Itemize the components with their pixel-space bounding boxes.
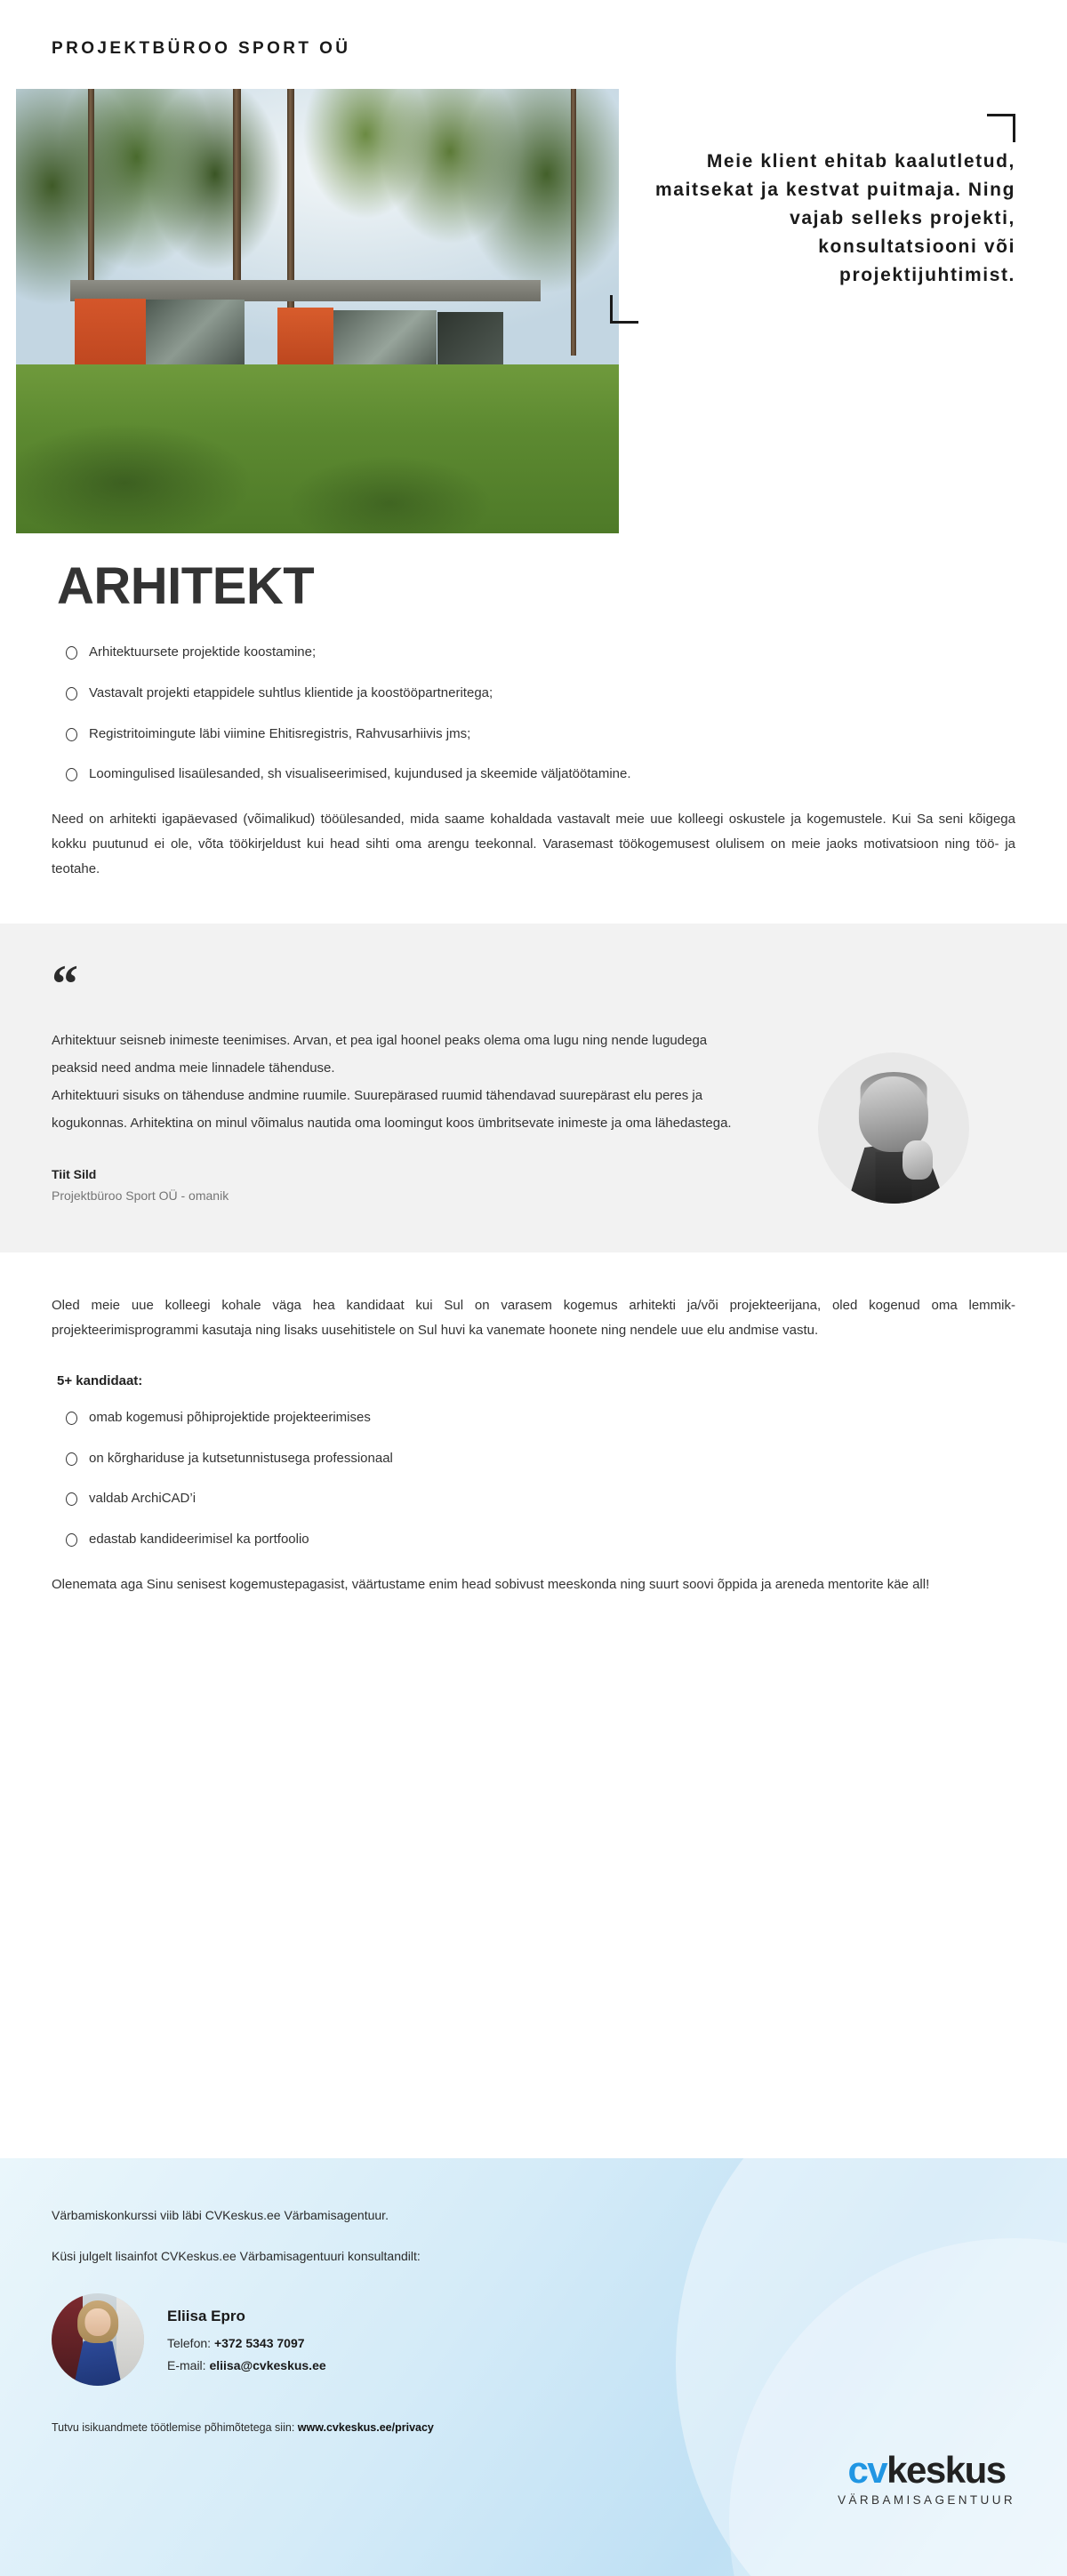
consultant-avatar	[52, 2293, 144, 2386]
email-label: E-mail:	[167, 2357, 206, 2372]
consultant-name: Eliisa Epro	[167, 2307, 245, 2324]
testimonial-body	[52, 1028, 754, 1137]
phone-label: Telefon:	[167, 2336, 212, 2351]
quote-mark-icon: “	[52, 955, 76, 1014]
hero-section	[0, 78, 1067, 540]
requirements-list	[52, 1408, 1015, 1549]
testimonial-paragraph: Arhitektuur seisneb inimeste teenimises. Arvan, et pea igal hoonel peaks olema oma lugu ning nende lugudega peaksid need andma meie linnadele tähenduse.	[52, 1033, 708, 1076]
logo-keskus-part: keskus	[886, 2449, 1006, 2491]
requirements-heading: 5+ kandidaat:	[57, 1372, 143, 1388]
logo-cv-part: cv	[847, 2449, 887, 2491]
cvkeskus-logo-wordmark	[838, 2449, 1015, 2491]
privacy-link[interactable]: www.cvkeskus.ee/privacy	[297, 2421, 434, 2434]
list-item: Vastavalt projekti etappidele suhtlus klientide ja koostööpartneritega;	[52, 684, 1015, 703]
testimonial-section	[0, 924, 1067, 1252]
page-title: ARHITEKT	[57, 557, 315, 615]
privacy-notice	[52, 2421, 1015, 2434]
list-item: on kõrghariduse ja kutsetunnistusega professionaal	[52, 1449, 1015, 1468]
list-item: valdab ArchiCAD’i	[52, 1489, 1015, 1508]
list-item: Registritoimingute läbi viimine Ehitisregistris, Rahvusarhiivis jms;	[52, 724, 1015, 744]
phone-value[interactable]: +372 5343 7097	[213, 2336, 305, 2351]
hero-quote-block	[644, 148, 1015, 290]
hero-photo	[16, 89, 619, 533]
list-item: Loomingulised lisaülesanded, sh visualiseerimised, kujundused ja skeemide väljatöötamine.	[52, 764, 1015, 784]
bracket-top-right-decoration	[987, 114, 1015, 142]
consultant-details	[167, 2303, 326, 2377]
duties-list	[52, 643, 1015, 784]
cvkeskus-logo[interactable]	[838, 2449, 1015, 2507]
consultant-phone-row	[167, 2332, 326, 2355]
testimonial-author: Tiit Sild	[52, 1167, 97, 1182]
lawn-shadows	[16, 364, 619, 533]
testimonial-role: Projektbüroo Sport OÜ - omanik	[52, 1188, 229, 1204]
footer-section	[0, 2158, 1067, 2576]
footer-contact-prompt: Küsi julgelt lisainfot CVKeskus.ee Värbamisagentuuri konsultandilt:	[52, 2249, 421, 2263]
list-item: omab kogemusi põhiprojektide projekteerimises	[52, 1408, 1015, 1428]
avatar-background-right	[116, 2293, 144, 2386]
company-name: PROJEKTBÜROO SPORT OÜ	[52, 39, 351, 58]
consultant-block	[52, 2293, 1015, 2386]
consultant-email-row	[167, 2355, 326, 2377]
closing-paragraph: Olenemata aga Sinu senisest kogemustepagasist, väärtustame enim head sobivust meeskonda ning suurt soovi õppida ja areneda mentorite käe all!	[52, 1576, 930, 1592]
cvkeskus-logo-tagline: VÄRBAMISAGENTUUR	[838, 2493, 1015, 2507]
privacy-text: Tutvu isikuandmete töötlemise põhimõtetega siin:	[52, 2421, 295, 2434]
portrait-hand	[903, 1140, 933, 1180]
bracket-bottom-left-decoration	[610, 295, 638, 324]
list-item: edastab kandideerimisel ka portfoolio	[52, 1530, 1015, 1549]
email-value[interactable]: eliisa@cvkeskus.ee	[209, 2357, 326, 2372]
avatar	[818, 1052, 969, 1204]
list-item: Arhitektuursete projektide koostamine;	[52, 643, 1015, 662]
tree-trunk	[571, 89, 576, 356]
intro-paragraph: Need on arhitekti igapäevased (võimalikud) tööülesanded, mida saame kohaldada vastavalt meie uue kolleegi oskustele ja kogemustele. Kui Sa seni kõigega kokku puutunud ei ole, võta töökirjeldust kui head sihti oma arengu teekonnal. Varasemast töökogemusest olulisem on meie jaoks motivatsioon ning töö- ja teotahe.	[52, 812, 1015, 876]
avatar-face	[84, 2308, 110, 2336]
footer-agency-line: Värbamiskonkurssi viib läbi CVKeskus.ee Värbamisagentuur.	[52, 2208, 389, 2222]
job-content	[0, 556, 1067, 881]
candidate-paragraph: Oled meie uue kolleegi kohale väga hea kandidaat kui Sul on varasem kogemus arhitekti ja/või projekteerijana, oled kogenud oma lemmik-projekteerimisprogrammi kasutaja ning lisaks uusehitistele on Sul huvi ka vanemate hoonete ning nendele uue elu andmise vastu.	[52, 1298, 1015, 1338]
testimonial-paragraph: Arhitektuuri sisuks on tähenduse andmine ruumile. Suurepärased ruumid tähendavad suurepärast elu peres ja kogukonnas. Arhitektina on minul võimalus nautida oma loomingut koos ümbritsevate inimeste ja oma lähedastega.	[52, 1087, 732, 1131]
hero-quote-text: Meie klient ehitab kaalutletud, maitsekat ja kestvat puitmaja. Ning vajab selleks projekti, konsultatsiooni või projektijuhtimist.	[655, 151, 1015, 285]
footer-content	[0, 2158, 1067, 2434]
candidate-content	[0, 1252, 1067, 1596]
